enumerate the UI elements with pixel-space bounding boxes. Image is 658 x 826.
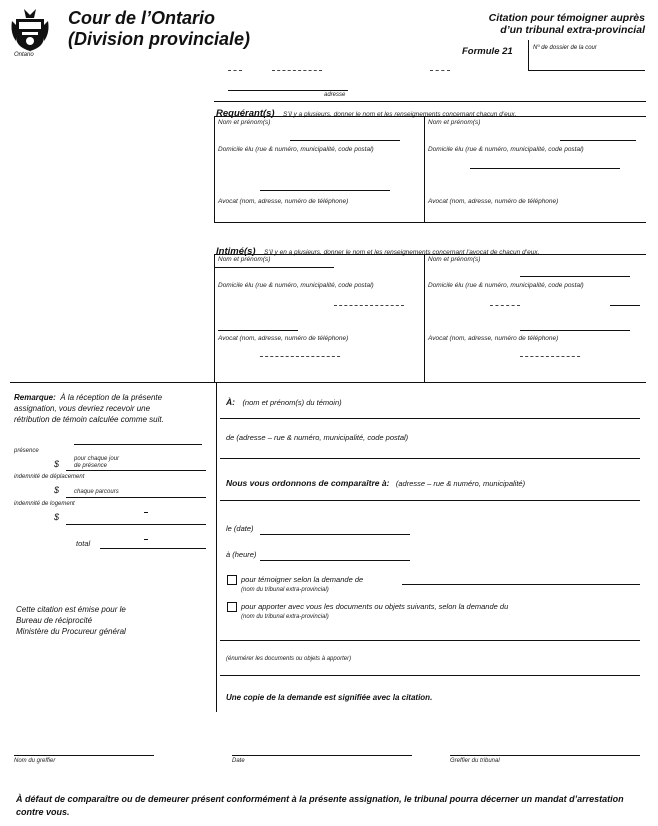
to-field[interactable]	[220, 418, 640, 419]
travel-label: indemnité de déplacement	[14, 474, 85, 480]
divider	[214, 101, 646, 102]
divider	[610, 305, 640, 306]
divider	[218, 330, 298, 331]
currency-2: $	[54, 485, 60, 495]
court-title-line2: (Division provinciale)	[68, 29, 251, 49]
date-field[interactable]	[260, 534, 410, 535]
issued-line-2: Bureau de réciprocité	[16, 616, 93, 625]
intime-lawyer-label-2: Avocat (nom, adresse, numéro de téléphone)	[428, 335, 559, 342]
requerant-lawyer-label-2: Avocat (nom, adresse, numéro de téléphone)	[428, 198, 559, 205]
court-title	[68, 8, 250, 50]
form-title	[420, 12, 645, 36]
divider	[520, 330, 630, 331]
time-field[interactable]	[260, 560, 410, 561]
ontario-crest-icon	[10, 5, 50, 53]
remark-block	[14, 392, 164, 425]
intime-name-label-1: Nom et prénom(s)	[218, 256, 271, 263]
order-row	[226, 473, 525, 491]
arrest-warning: À défaut de comparaître ou de demeurer présent conformément à la présente assignation, le tribunal pourra décerner un mandat d’arrestation contre vous.	[16, 794, 624, 817]
intime-address-label-2: Domicile élu (rue & numéro, municipalité, code postal)	[428, 282, 584, 289]
requerant-note: S’il y a plusieurs, donner le nom et les renseignements concernant chacun d’eux.	[283, 111, 517, 118]
intime-lawyer-field-2[interactable]	[520, 356, 580, 357]
clerk-signature-field[interactable]	[450, 755, 640, 756]
intime-name-field-1[interactable]	[214, 267, 334, 268]
option1-line1: pour témoigner selon la demande de	[241, 575, 364, 584]
divider	[430, 70, 450, 71]
remark-text-3: rétribution de témoin calculée comme suit.	[14, 415, 164, 424]
court-file-number-label: Nº de dossier de la cour	[533, 45, 597, 51]
list-hint: (énumérer les documents ou objets à apporter)	[226, 656, 352, 662]
documents-field-2[interactable]	[220, 675, 640, 676]
from-label: de (adresse – rue & numéro, municipalité, code postal)	[226, 433, 409, 442]
form-number: Formule 21	[462, 46, 513, 57]
testify-checkbox[interactable]	[227, 575, 237, 585]
order-text: Nous vous ordonnons de comparaître à:	[226, 478, 390, 488]
address-label: adresse	[324, 92, 346, 98]
requerant-address-field-2[interactable]	[470, 168, 620, 169]
time-label: à (heure)	[226, 550, 257, 559]
requerant-lawyer-label-1: Avocat (nom, adresse, numéro de téléphone)	[218, 198, 349, 205]
divider	[214, 254, 646, 255]
travel-amount-field[interactable]	[66, 497, 206, 498]
bring-documents-checkbox[interactable]	[227, 602, 237, 612]
intime-lawyer-field-1[interactable]	[260, 356, 340, 357]
requerant-address-field-1[interactable]	[260, 190, 390, 191]
divider	[144, 512, 148, 513]
date-label: le (date)	[226, 524, 254, 533]
total-label: total	[76, 539, 91, 548]
divider	[214, 222, 646, 223]
per-presence-line1: pour chaque jour	[74, 456, 120, 462]
divider	[214, 254, 215, 382]
divider	[214, 116, 646, 117]
option1-line2: (nom du tribunal extra-provincial)	[241, 587, 329, 593]
to-hint: (nom et prénom(s) du témoin)	[242, 398, 342, 407]
divider	[424, 254, 425, 382]
option2-line2: (nom du tribunal extra-provincial)	[241, 614, 329, 620]
court-file-number-field[interactable]	[528, 40, 645, 71]
intime-address-label-1: Domicile élu (rue & numéro, municipalité, code postal)	[218, 282, 374, 289]
address-line[interactable]	[228, 90, 348, 91]
requerant-address-label-2: Domicile élu (rue & numéro, municipalité, code postal)	[428, 146, 584, 153]
presence-amount-field[interactable]	[66, 470, 206, 471]
clerk-signature-label: Greffier du tribunal	[450, 758, 500, 764]
divider	[144, 539, 148, 540]
lodging-label: indemnité de logement	[14, 501, 75, 507]
copy-notice: Une copie de la demande est signifiée avec la citation.	[226, 693, 433, 702]
divider	[10, 382, 646, 383]
intime-title: Intimé(s)	[216, 246, 256, 257]
divider	[424, 116, 425, 222]
divider	[272, 70, 322, 71]
per-presence-label	[74, 456, 119, 470]
issued-block	[16, 604, 126, 637]
requerant-name-field-2[interactable]	[560, 140, 636, 141]
clerk-name-field[interactable]	[14, 755, 154, 756]
remark-line-1	[14, 392, 164, 403]
form-title-line1: Citation pour témoigner auprès	[488, 12, 645, 24]
ontario-label: Ontario	[14, 52, 34, 58]
intime-address-field-2[interactable]	[490, 305, 520, 306]
per-presence-line2: de présence	[74, 463, 108, 469]
remark-text-2: assignation, vous devriez recevoir une	[14, 404, 151, 413]
currency-3: $	[54, 512, 60, 522]
intime-address-field-1[interactable]	[334, 305, 404, 306]
remark-title: Remarque:	[14, 393, 56, 402]
option1-text	[241, 575, 363, 595]
requerant-name-label-2: Nom et prénom(s)	[428, 119, 481, 126]
to-label: À:	[226, 397, 235, 407]
order-address-field[interactable]	[220, 500, 640, 501]
lodging-amount-field[interactable]	[66, 524, 206, 525]
to-row	[226, 392, 342, 410]
issued-line-3: Ministère du Procureur général	[16, 627, 126, 636]
court-title-line1: Cour de l’Ontario	[68, 8, 216, 28]
option1-court-field[interactable]	[402, 584, 640, 585]
option2-text	[241, 602, 508, 622]
intime-name-field-2[interactable]	[520, 276, 630, 277]
requerant-name-label-1: Nom et prénom(s)	[218, 119, 271, 126]
divider	[228, 70, 242, 71]
intime-lawyer-label-1: Avocat (nom, adresse, numéro de téléphone)	[218, 335, 349, 342]
documents-field-1[interactable]	[220, 640, 640, 641]
presence-label: présence	[14, 448, 39, 454]
intime-note: S’il y en a plusieurs, donner le nom et les renseignements concernant l’avocat de chacun d’eux.	[264, 249, 540, 256]
requerant-address-label-1: Domicile élu (rue & numéro, municipalité, code postal)	[218, 146, 374, 153]
divider	[214, 116, 215, 222]
per-trip-label: chaque parcours	[74, 489, 119, 495]
total-amount-field[interactable]	[100, 548, 206, 549]
issued-line-1: Cette citation est émise pour le	[16, 605, 126, 614]
date-signed-field[interactable]	[232, 755, 412, 756]
intime-name-label-2: Nom et prénom(s)	[428, 256, 481, 263]
clerk-name-label: Nom du greffier	[14, 758, 56, 764]
order-hint: (adresse – rue & numéro, municipalité)	[395, 479, 526, 488]
divider	[74, 444, 202, 445]
form-title-line2: d’un tribunal extra-provincial	[500, 24, 645, 36]
date-signed-label: Date	[232, 758, 245, 764]
from-field[interactable]	[220, 458, 640, 459]
divider	[216, 382, 217, 712]
currency-1: $	[54, 459, 60, 469]
remark-text-1: À la réception de la présente	[60, 393, 163, 402]
requerant-title: Requérant(s)	[216, 108, 275, 119]
requerant-name-field-1[interactable]	[290, 140, 400, 141]
option2-line1: pour apporter avec vous les documents ou objets suivants, selon la demande du	[241, 602, 509, 611]
